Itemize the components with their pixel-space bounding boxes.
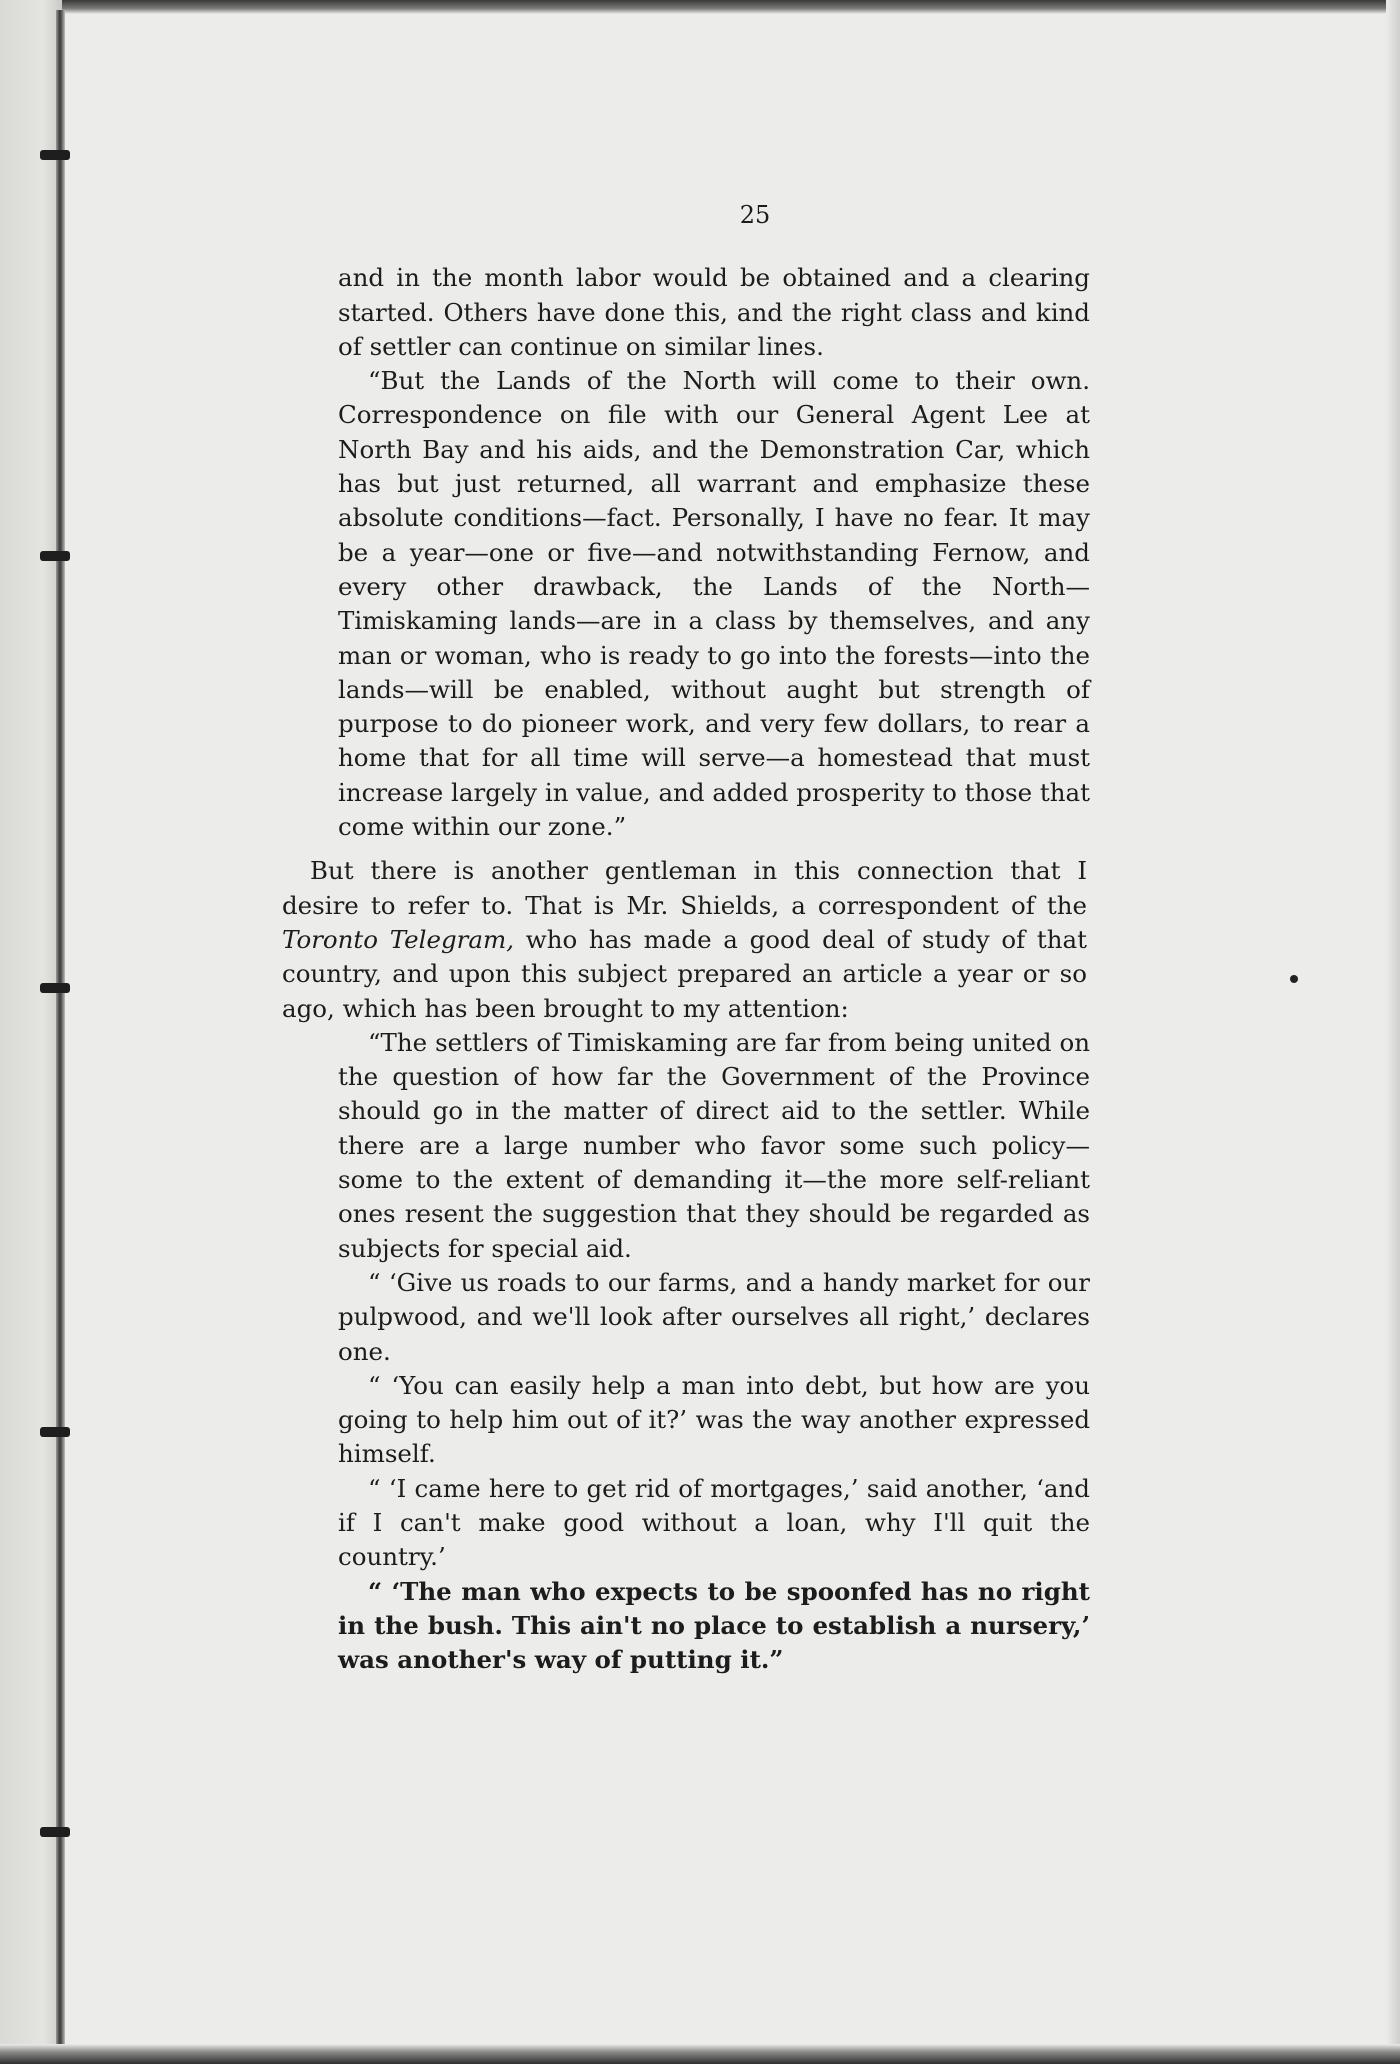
binding-spine bbox=[56, 10, 65, 2050]
page-bottom-edge bbox=[0, 2044, 1400, 2064]
page-number: 25 bbox=[739, 201, 771, 229]
quote-paragraph: “ ‘I came here to get rid of mortgages,’ said another, ‘and if I can't make good without a loan, why I'll quit the country.’ bbox=[338, 1473, 1090, 1572]
binding-margin bbox=[0, 0, 62, 2064]
binding-staple bbox=[40, 1427, 70, 1437]
body-text: But there is another gentleman in this connection that I desire to refer to. That is Mr. Shields, a correspondent of the bbox=[282, 856, 1087, 920]
quote-paragraph: “ ‘Give us roads to our farms, and a handy market for our pulpwood, and we'll look after ourselves all right,’ declares one. bbox=[338, 1267, 1090, 1366]
binding-staple bbox=[40, 150, 70, 160]
ink-speck bbox=[1290, 975, 1298, 983]
body-text: who has made a good deal of study of that country, and upon this subject prepared an article a year or so ago, which has been brought to my attention: bbox=[282, 924, 1087, 1023]
publication-title: Toronto Telegram, bbox=[282, 924, 515, 954]
quote-paragraph: “ ‘You can easily help a man into debt, but how are you going to help him out of it?’ was the way another expressed himself. bbox=[338, 1370, 1090, 1469]
quoted-article bbox=[338, 1026, 1090, 1678]
page-text bbox=[270, 198, 1090, 1677]
quote-paragraph: and in the month labor would be obtained and a clearing started. Others have done this, and the right class and kind of settler can continue on similar lines. bbox=[338, 263, 1090, 361]
quote-paragraph: “But the Lands of the North will come to their own. Correspondence on file with our General Agent Lee at North Bay and his aids, and the Demonstration Car, which has but just returned, all warrant and emphasize these absolute conditions—fact. Personally, I have no fear. It may be a year—one or five—and notwithstanding Fernow, and every other drawback, the Lands of the North—Timiskaming lands—are in a class by themselves, and any man or woman, who is ready to go into the forests—into the lands—will be enabled, without aught but strength of purpose to do pioneer work, and very few dollars, to rear a home that for all time will serve—a homestead that must increase largely in value, and added prosperity to those that come within our zone.” bbox=[338, 366, 1090, 842]
page-right-edge bbox=[1386, 0, 1400, 2064]
quoted-letter bbox=[338, 261, 1090, 844]
page-top-edge bbox=[0, 0, 1400, 14]
binding-staple bbox=[40, 1827, 70, 1837]
binding-staple bbox=[40, 983, 70, 993]
binding-staple bbox=[40, 551, 70, 561]
quote-paragraph: “ ‘The man who expects to be spoonfed has no right in the bush. This ain't no place to establish a nursery,’ was another's way of putting it.” bbox=[338, 1576, 1090, 1675]
body-paragraph bbox=[282, 854, 1087, 1025]
quote-paragraph: “The settlers of Timiskaming are far from being united on the question of how far the Government of the Province should go in the matter of direct aid to the settler. While there are a large number who favor some such policy—some to the extent of demanding it—the more self-reliant ones resent the suggestion that they should be regarded as subjects for special aid. bbox=[338, 1027, 1090, 1263]
